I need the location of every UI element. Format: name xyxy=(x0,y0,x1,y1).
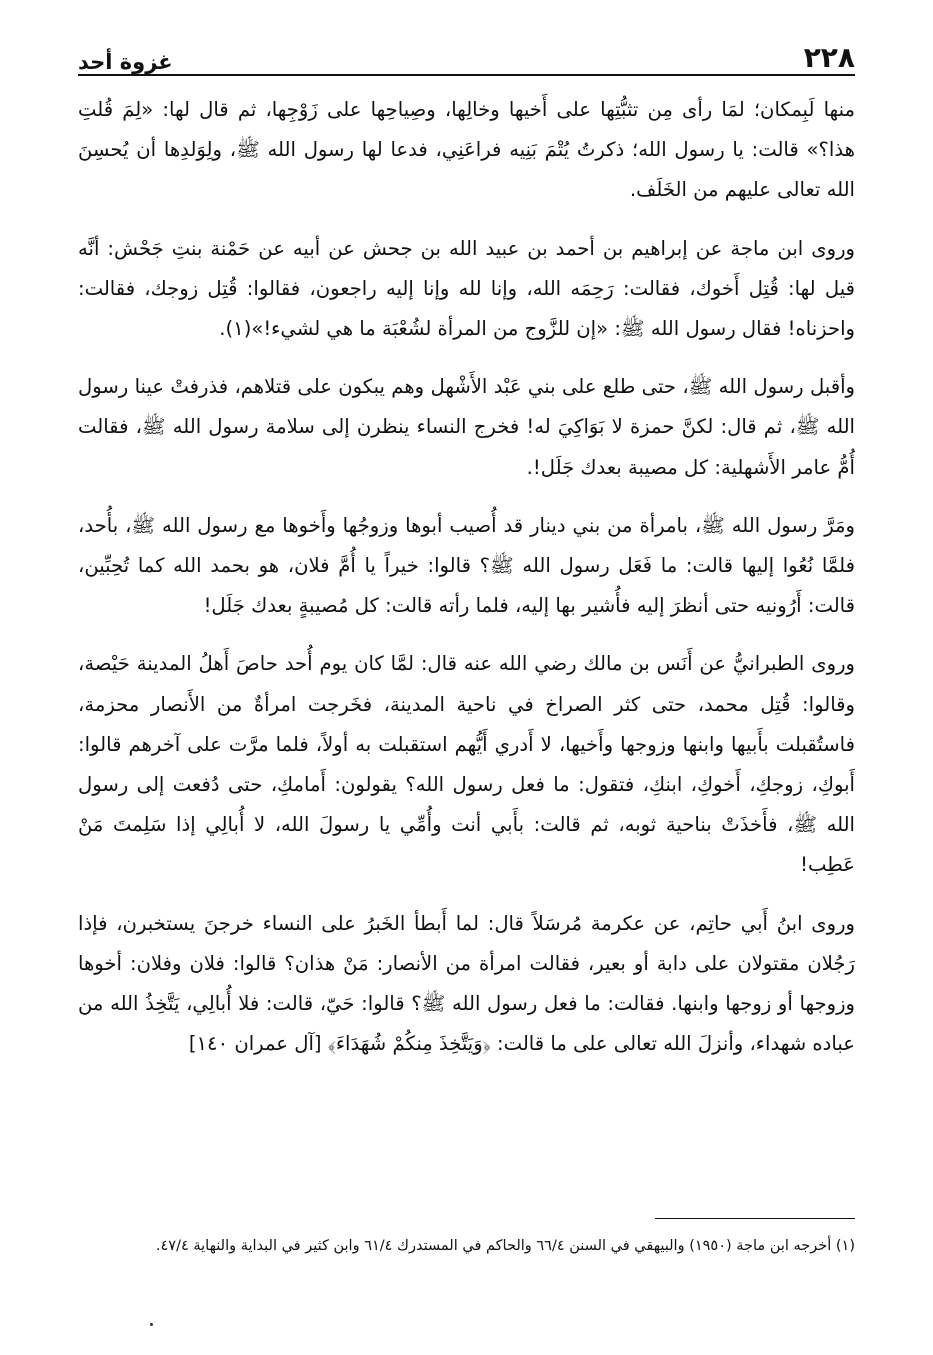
main-text xyxy=(78,90,855,1082)
paragraph-4: ومَرَّ رسول الله ﷺ، بامرأة من بني دينار قد أُصيب أبوها وزوجُها وأَخوها مع رسول الله ﷺ، بأُحد، فلمَّا نُعُوا إليها قالت: ما فَعَل رسول الله ﷺ؟ قالوا: خيراً يا أُمَّ فلان، هو بحمد الله كما تُحِبِّين، قالت: أَرُونيه حتى أنظرَ إليه فأُشير بها إليه، فلما رأته قالت: كل مُصيبةٍ بعدك جَلَل! xyxy=(78,513,855,618)
paragraph-5: وروى الطبرانيُّ عن أَنَس بن مالك رضي الله عنه قال: لمَّا كان يوم أُحد حاصَ أَهلُ المدينة حَيْصة، وقالوا: قُتِل محمد، حتى كثر الصراخ في ناحية المدينة، فخَرجت امرأةٌ من الأَنصار محزمة، فاستُقبلت بأَبيها وابنها وزوجها وأَخيها، لا أَدري أَيُّهم استقبلت به أولاً، فلما مرَّت على آخرهم قالوا: أَبوكِ، زوجكِ، أَخوكِ، ابنكِ، فتقول: ما فعل رسول الله؟ يقولون: أَمامكِ، حتى دُفعت إلى رسول الله ﷺ، فأَخذَتْ بناحية ثوبه، ثم قالت: بأَبي أنت وأُمِّي يا رسولَ الله، لا أُبالِي إذا سَلِمتَ مَنْ عَطِب! xyxy=(78,652,855,877)
page-header xyxy=(78,30,855,74)
running-title: غزوة أحد xyxy=(78,50,173,74)
paragraph-3: وأقبل رسول الله ﷺ، حتى طلع على بني عَبْد الأَشْهل وهم يبكون على قتلاهم، فذرفتْ عينا رسول الله ﷺ، ثم قال: لكنَّ حمزة لا بَوَاكِيَ له! فخرج النساء ينظرن إلى سلامة رسول الله ﷺ، فقالت أُمُّ عامر الأَشهلية: كل مصيبة بعدك جَلَل!. xyxy=(78,375,855,479)
header-rule xyxy=(78,74,855,76)
page-number: ٢٢٨ xyxy=(803,41,855,74)
ink-speck xyxy=(150,1323,153,1326)
footnote: (١) أخرجه ابن ماجة (١٩٥٠) والبيهقي في السنن ٦٦/٤ والحاكم في المستدرك ٦١/٤ وابن كثير في البداية والنهاية ٤٧/٤. xyxy=(155,1238,855,1254)
footnote-rule xyxy=(655,1218,855,1219)
paragraph-6: وروى ابنُ أَبي حاتِم، عن عكرمة مُرسَلاً قال: لما أَبطأ الخَبرُ على النساء خرجنَ يستخبرن، فإذا رَجُلان مقتولان على دابة أو بعير، فقالت امرأة من الأنصار: مَنْ هذان؟ قالوا: فلان وفلان: أخوها وزوجها أو زوجها وابنها. فقالت: ما فعل رسول الله ﷺ؟ قالوا: حَيّ، قالت: فلا أُبالِي، يَتَّخِذُ الله من عباده شهداء، وأنزلَ الله تعالى على ما قالت: ﴿وَيَتَّخِذَ مِنكُمْ شُهَدَاءَ﴾ [آل عمران ١٤٠] xyxy=(78,911,855,1056)
paragraph-1: منها لَبِمكان؛ لمَا رأى مِن تثبُّتِها على أَخيها وخالِها، وصِياحِها على زَوْجِها، ثم قال لها: «لِمَ قُلتِ هذا؟» قالت: يا رسول الله؛ ذكرتُ يُتْمَ بَنِيه فراعَنِي، فدعا لها رسول الله ﷺ، ولِوَلدِها أن يُحسِنَ الله تعالى عليهم من الخَلَف. xyxy=(78,98,855,202)
paragraph-2: وروى ابن ماجة عن إبراهيم بن أحمد بن عبيد الله بن جحش عن أبيه عن حَمْنة بنتِ جَحْش: أنَّه قيل لها: قُتِل أَخوك، فقالت: رَحِمَه الله، وإنا لله وإنا إليه راجعون، فقالوا: قُتِل زوجك، فقالت: واحزناه! فقال رسول الله ﷺ: «إن للزَّوج من المرأة لشُعْبَة ما هي لشيء!»(١). xyxy=(78,236,855,341)
